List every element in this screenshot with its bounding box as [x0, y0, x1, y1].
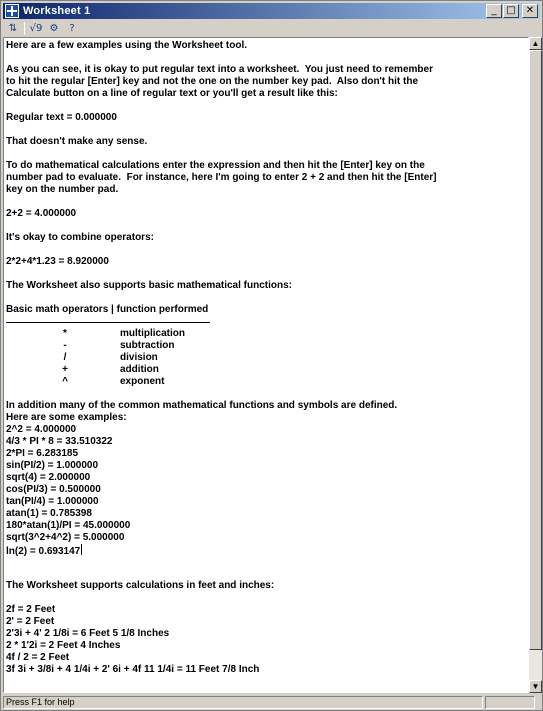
- operators-table-header: Basic math operators | function performed: [6, 304, 209, 315]
- result-line: 2'3i + 4' 2 1/8i = 6 Feet 5 1/8 Inches: [6, 628, 170, 639]
- scroll-down-button[interactable]: ▼: [529, 680, 542, 693]
- operators-table-divider: [6, 322, 210, 323]
- operator-row: [6, 328, 528, 340]
- worksheet-content: [6, 40, 528, 676]
- text-line: As you can see, it is okay to put regular text into a worksheet. You just need to remember: [6, 64, 433, 75]
- operator-symbol: /: [63, 352, 67, 363]
- text-line: In addition many of the common mathematical functions and symbols are defined.: [6, 400, 398, 411]
- result-line: 4/3 * PI * 8 = 33.510322: [6, 436, 113, 447]
- minimize-button[interactable]: _: [486, 4, 502, 18]
- result-line: tan(PI/4) = 1.000000: [6, 496, 99, 507]
- operator-name: addition: [120, 364, 159, 375]
- operator-name: division: [120, 352, 158, 363]
- maximize-button[interactable]: □: [503, 4, 519, 18]
- operator-name: subtraction: [120, 340, 175, 351]
- operator-name: exponent: [120, 376, 165, 387]
- settings-icon[interactable]: ⚙: [49, 22, 59, 34]
- result-line: 2+2 = 4.000000: [6, 208, 77, 219]
- result-line: 180*atan(1)/PI = 45.000000: [6, 520, 131, 531]
- toolbar-separator: [24, 22, 25, 35]
- operator-name: multiplication: [120, 328, 185, 339]
- window-controls: [485, 4, 538, 18]
- result-line: 3f 3i + 3/8i + 4 1/4i + 2' 6i + 4f 11 1/4i = 11 Feet 7/8 Inch: [6, 664, 260, 675]
- status-bar: [3, 695, 540, 710]
- text-line: The Worksheet also supports basic mathematical functions:: [6, 280, 292, 291]
- result-line: 4f / 2 = 2 Feet: [6, 652, 70, 663]
- scroll-thumb[interactable]: [529, 50, 542, 650]
- text-line: To do mathematical calculations enter the expression and then hit the [Enter] key on the: [6, 160, 425, 171]
- window-title: Worksheet 1: [23, 5, 91, 17]
- result-line: sqrt(4) = 2.000000: [6, 472, 91, 483]
- scroll-up-button[interactable]: ▲: [529, 37, 542, 50]
- result-line: atan(1) = 0.785398: [6, 508, 92, 519]
- operator-row: [6, 340, 528, 352]
- operator-symbol: +: [62, 364, 68, 375]
- status-pane: [485, 696, 535, 709]
- operator-row: [6, 376, 528, 388]
- result-line-with-cursor: [6, 544, 528, 556]
- operator-symbol: -: [63, 340, 67, 351]
- app-icon[interactable]: [5, 4, 19, 18]
- text-line: That doesn't make any sense.: [6, 136, 148, 147]
- result-line: cos(PI/3) = 0.500000: [6, 484, 101, 495]
- toolbar: [3, 20, 540, 36]
- result-line: 2*PI = 6.283185: [6, 448, 79, 459]
- result-text: ln(2) = 0.693147: [6, 546, 81, 557]
- help-icon[interactable]: ?: [69, 22, 75, 34]
- text-line: The Worksheet supports calculations in feet and inches:: [6, 580, 275, 591]
- operator-row: [6, 352, 528, 364]
- text-line: Here are some examples:: [6, 412, 127, 423]
- text-line: It's okay to combine operators:: [6, 232, 154, 243]
- operator-symbol: ^: [62, 376, 68, 387]
- result-line: 2' = 2 Feet: [6, 616, 55, 627]
- result-line: sqrt(3^2+4^2) = 5.000000: [6, 532, 125, 543]
- title-bar[interactable]: [3, 3, 540, 19]
- text-cursor: [81, 544, 82, 555]
- text-line: Calculate button on a line of regular text or you'll get a result like this:: [6, 88, 338, 99]
- status-text: Press F1 for help: [3, 696, 483, 709]
- result-line: 2 * 1'2i = 2 Feet 4 Inches: [6, 640, 121, 651]
- operator-row: [6, 364, 528, 376]
- text-line: Here are a few examples using the Worksheet tool.: [6, 40, 248, 51]
- result-line: Regular text = 0.000000: [6, 112, 117, 123]
- result-line: 2*2+4*1.23 = 8.920000: [6, 256, 109, 267]
- vertical-scrollbar[interactable]: [529, 37, 542, 693]
- close-button[interactable]: ✕: [522, 4, 538, 18]
- worksheet-editor[interactable]: [3, 37, 529, 693]
- result-line: 2f = 2 Feet: [6, 604, 56, 615]
- text-line: key on the number pad.: [6, 184, 119, 195]
- sqrt-icon[interactable]: √9: [29, 22, 43, 34]
- calculate-icon[interactable]: ⇅: [8, 22, 18, 34]
- result-line: 2^2 = 4.000000: [6, 424, 77, 435]
- text-line: number pad to evaluate. For instance, here I'm going to enter 2 + 2 and then hit the [Enter]: [6, 172, 437, 183]
- text-line: to hit the regular [Enter] key and not the one on the number key pad. Also don't hit the: [6, 76, 419, 87]
- result-line: sin(PI/2) = 1.000000: [6, 460, 99, 471]
- operator-symbol: *: [63, 328, 67, 339]
